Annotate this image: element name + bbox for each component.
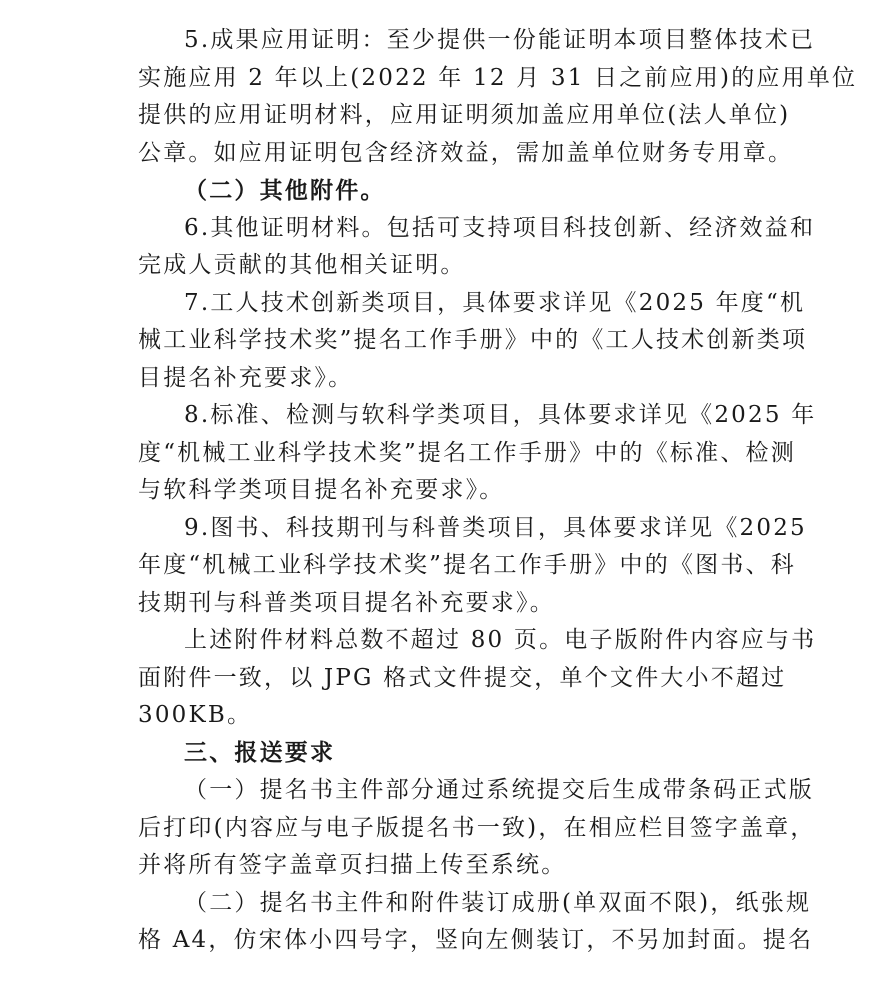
text-line: 并将所有签字盖章页扫描上传至系统。 — [138, 852, 567, 878]
paragraph-item-9 — [138, 510, 807, 623]
text-line: 实施应用 2 年以上(2022 年 12 月 31 日之前应用)的应用单位 — [138, 64, 858, 91]
text-line: 完成人贡献的其他相关证明。 — [138, 252, 466, 278]
paragraph-item-8 — [138, 397, 817, 510]
text-line: 上述附件材料总数不超过 80 页。电子版附件内容应与书 — [184, 627, 817, 653]
text-line: 300KB。 — [138, 702, 253, 728]
text-line: （一）提名书主件部分通过系统提交后生成带条码正式版 — [184, 777, 814, 803]
text-line: 与软科学类项目提名补充要求》。 — [138, 477, 505, 503]
text-line: 械工业科学技术奖”提名工作手册》中的《工人技术创新类项 — [138, 327, 808, 353]
paragraph-requirement-2 — [138, 885, 814, 960]
text-line: 提供的应用证明材料，应用证明须加盖应用单位(法人单位) — [138, 102, 791, 128]
text-line: （二）其他附件。 — [184, 177, 386, 204]
text-line: 8.标准、检测与软科学类项目，具体要求详见《2025 年 — [184, 402, 817, 428]
paragraph-item-5 — [138, 22, 858, 172]
text-line: 公章。如应用证明包含经济效益，需加盖单位财务专用章。 — [138, 139, 794, 166]
text-line: 三、报送要求 — [184, 739, 336, 766]
text-line: 9.图书、科技期刊与科普类项目，具体要求详见《2025 — [184, 514, 807, 541]
subheading-other-attachments — [138, 172, 778, 210]
text-line: 后打印(内容应与电子版提名书一致)，在相应栏目签字盖章， — [138, 814, 816, 841]
paragraph-item-6 — [138, 210, 816, 285]
text-line: 度“机械工业科学技术奖”提名工作手册》中的《标准、检测 — [138, 439, 796, 466]
text-line: 5.成果应用证明：至少提供一份能证明本项目整体技术已 — [184, 27, 816, 53]
paragraph-attachment-note — [138, 622, 817, 735]
paragraph-requirement-1 — [138, 772, 816, 885]
text-line: 目提名补充要求》。 — [138, 364, 354, 391]
text-line: （二）提名书主件和附件装订成册(单双面不限)，纸张规 — [184, 889, 812, 916]
text-line: 7.工人技术创新类项目，具体要求详见《2025 年度“机 — [184, 289, 806, 316]
document-page — [138, 22, 858, 960]
text-line: 面附件一致，以 JPG 格式文件提交，单个文件大小不超过 — [138, 664, 787, 691]
text-line: 格 A4，仿宋体小四号字，竖向左侧装订，不另加封面。提名 — [138, 927, 814, 953]
text-line: 年度“机械工业科学技术奖”提名工作手册》中的《图书、科 — [138, 552, 796, 578]
text-line: 技期刊与科普类项目提名补充要求》。 — [138, 589, 555, 616]
paragraph-item-7 — [138, 285, 808, 398]
text-line: 6.其他证明材料。包括可支持项目科技创新、经济效益和 — [184, 214, 816, 241]
section-heading-submission-requirements — [138, 735, 778, 773]
